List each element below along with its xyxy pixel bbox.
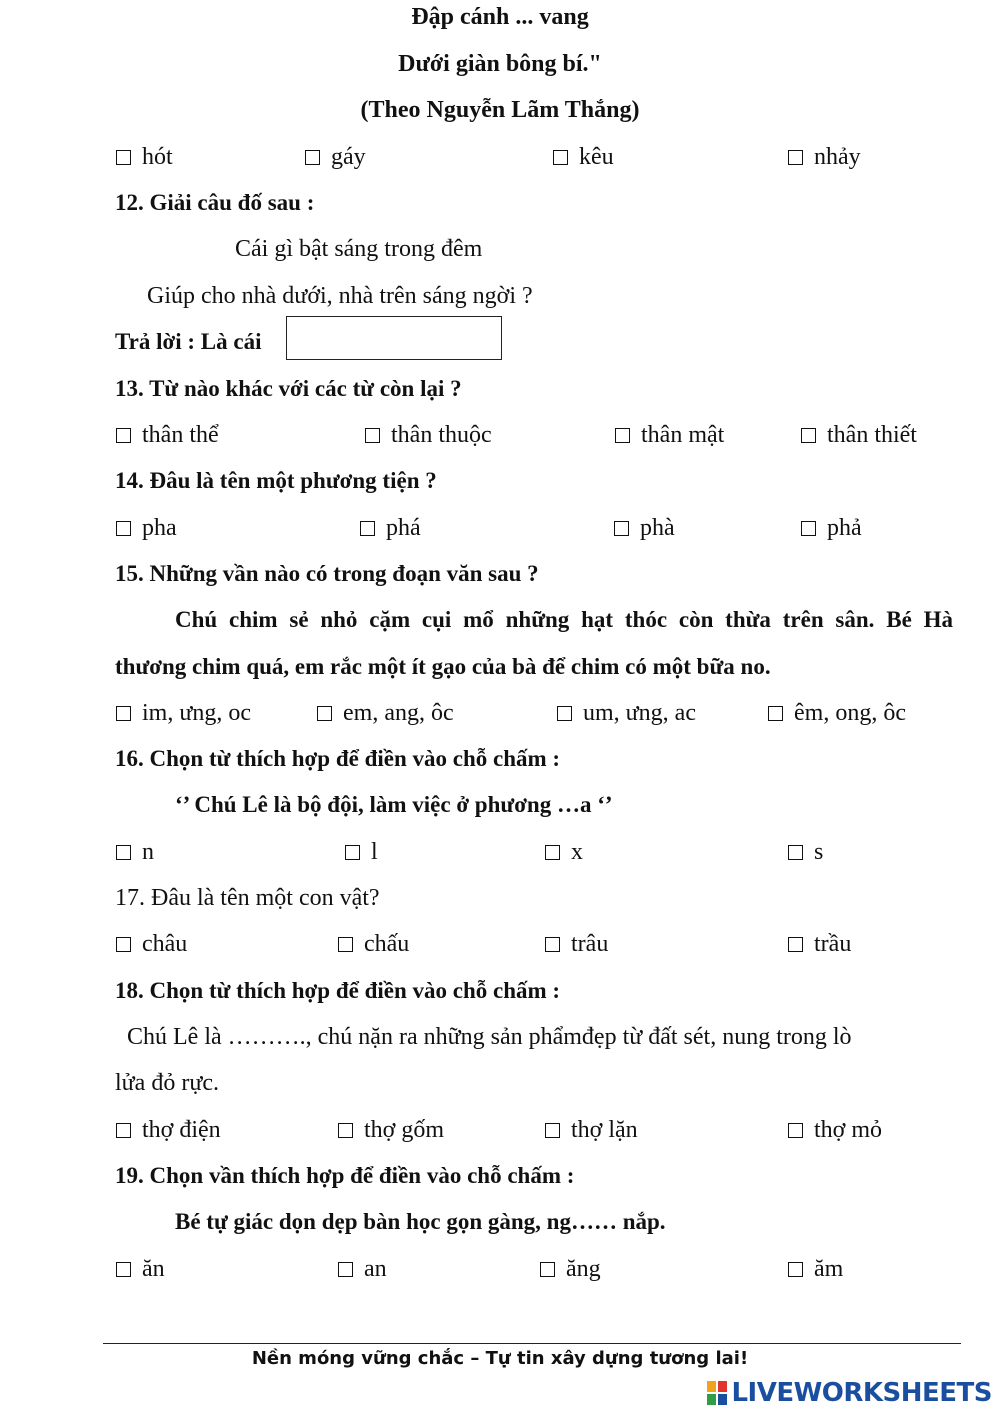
- q16-title: 16. Chọn từ thích hợp để điền vào chỗ chấm :: [115, 746, 561, 771]
- q12-riddle-line-2: Giúp cho nhà dưới, nhà trên sáng ngời ?: [147, 283, 533, 309]
- logo-square: [706, 1393, 717, 1406]
- option-label: l: [371, 839, 378, 865]
- option-label: an: [364, 1256, 387, 1282]
- option-label: trầu: [814, 931, 852, 957]
- q19-title: 19. Chọn vần thích hợp để điền vào chỗ chấm :: [115, 1163, 575, 1188]
- q18-sentence-line-2: lửa đỏ rực.: [115, 1070, 219, 1096]
- logo-square: [717, 1380, 728, 1393]
- q14-option-2[interactable]: [360, 515, 421, 542]
- liveworksheets-logo[interactable]: [706, 1378, 992, 1408]
- checkbox[interactable]: [116, 521, 131, 536]
- q17-title: 17. Đâu là tên một con vật?: [115, 885, 380, 911]
- brand-name: LIVEWORKSHEETS: [731, 1378, 992, 1408]
- q12-riddle-line-1: Cái gì bật sáng trong đêm: [235, 236, 483, 262]
- q16-sentence: ‘’ Chú Lê là bộ đội, làm việc ở phương …a ‘’: [175, 792, 613, 817]
- checkbox[interactable]: [788, 1262, 803, 1277]
- q16-option-4[interactable]: [788, 839, 823, 866]
- q11-option-1[interactable]: [116, 144, 173, 171]
- q13-title: 13. Từ nào khác với các từ còn lại ?: [115, 376, 462, 401]
- checkbox[interactable]: [553, 150, 568, 165]
- liveworksheets-icon: [706, 1380, 728, 1406]
- option-label: em, ang, ôc: [343, 700, 454, 726]
- option-label: thân thiết: [827, 422, 917, 448]
- option-label: thợ lặn: [571, 1117, 638, 1143]
- option-label: s: [814, 839, 824, 865]
- q15-title: 15. Những vần nào có trong đoạn văn sau ?: [115, 561, 539, 586]
- checkbox[interactable]: [338, 937, 353, 952]
- q12-title: 12. Giải câu đố sau :: [115, 190, 315, 215]
- checkbox[interactable]: [768, 706, 783, 721]
- option-label: um, ưng, ac: [583, 700, 696, 726]
- checkbox[interactable]: [801, 521, 816, 536]
- option-label: êm, ong, ôc: [794, 700, 906, 726]
- q19-option-3[interactable]: [540, 1256, 601, 1283]
- option-label: x: [571, 839, 583, 865]
- q15-passage-line-1: Chú chim sẻ nhỏ cặm cụi mổ những hạt thóc còn thừa trên sân. Bé Hà: [175, 607, 953, 632]
- checkbox[interactable]: [360, 521, 375, 536]
- option-label: n: [142, 839, 154, 865]
- checkbox[interactable]: [116, 937, 131, 952]
- checkbox[interactable]: [338, 1262, 353, 1277]
- q15-option-4[interactable]: [768, 700, 906, 727]
- checkbox[interactable]: [116, 706, 131, 721]
- q14-option-3[interactable]: [614, 515, 675, 542]
- option-label: ăm: [814, 1256, 844, 1282]
- q17-option-2[interactable]: [338, 931, 409, 958]
- q18-option-1[interactable]: [116, 1117, 221, 1144]
- q18-option-3[interactable]: [545, 1117, 638, 1144]
- logo-square: [717, 1393, 728, 1406]
- q19-option-4[interactable]: [788, 1256, 843, 1283]
- checkbox[interactable]: [116, 150, 131, 165]
- option-label: gáy: [331, 144, 366, 170]
- logo-square: [706, 1380, 717, 1393]
- q14-option-1[interactable]: [116, 515, 177, 542]
- q13-option-2[interactable]: [365, 422, 492, 449]
- poem-line-1: Đập cánh ... vang: [411, 4, 589, 30]
- checkbox[interactable]: [788, 937, 803, 952]
- q15-option-3[interactable]: [557, 700, 696, 727]
- checkbox[interactable]: [614, 521, 629, 536]
- option-label: thợ mỏ: [814, 1117, 883, 1143]
- option-label: kêu: [579, 144, 614, 170]
- checkbox[interactable]: [545, 845, 560, 860]
- checkbox[interactable]: [545, 937, 560, 952]
- checkbox[interactable]: [317, 706, 332, 721]
- option-label: phá: [386, 515, 421, 541]
- q17-option-4[interactable]: [788, 931, 851, 958]
- q15-option-2[interactable]: [317, 700, 454, 727]
- q17-option-1[interactable]: [116, 931, 187, 958]
- poem-line-2: Dưới giàn bông bí.": [398, 51, 602, 77]
- option-label: châu: [142, 931, 188, 957]
- poem-source: (Theo Nguyễn Lãm Thắng): [360, 97, 640, 123]
- q13-option-1[interactable]: [116, 422, 219, 449]
- option-label: nhảy: [814, 144, 861, 170]
- checkbox[interactable]: [116, 1123, 131, 1138]
- checkbox[interactable]: [615, 428, 630, 443]
- checkbox[interactable]: [365, 428, 380, 443]
- option-label: chấu: [364, 931, 410, 957]
- q18-title: 18. Chọn từ thích hợp để điền vào chỗ chấm :: [115, 978, 561, 1003]
- option-label: thân mật: [641, 422, 725, 448]
- q12-answer-label: Trả lời : Là cái: [115, 329, 262, 354]
- option-label: thân thuộc: [391, 422, 492, 448]
- option-label: ăng: [566, 1256, 601, 1282]
- option-label: trâu: [571, 931, 609, 957]
- checkbox[interactable]: [116, 845, 131, 860]
- q17-option-3[interactable]: [545, 931, 608, 958]
- q18-option-2[interactable]: [338, 1117, 444, 1144]
- q13-option-3[interactable]: [615, 422, 724, 449]
- q16-option-3[interactable]: [545, 839, 583, 866]
- q16-option-2[interactable]: [345, 839, 378, 866]
- checkbox[interactable]: [116, 428, 131, 443]
- checkbox[interactable]: [545, 1123, 560, 1138]
- checkbox[interactable]: [788, 845, 803, 860]
- option-label: phả: [827, 515, 862, 541]
- option-label: phà: [640, 515, 675, 541]
- option-label: thợ gốm: [364, 1117, 445, 1143]
- q11-option-4[interactable]: [788, 144, 861, 171]
- checkbox[interactable]: [788, 150, 803, 165]
- checkbox[interactable]: [540, 1262, 555, 1277]
- q15-passage-line-2: thương chim quá, em rắc một ít gạo của bà để chim có một bữa no.: [115, 654, 771, 679]
- option-label: hót: [142, 144, 173, 170]
- q18-sentence-line-1: Chú Lê là ………., chú nặn ra những sản phẩmđẹp từ đất sét, nung trong lò: [127, 1024, 852, 1050]
- q16-option-1[interactable]: [116, 839, 154, 866]
- q18-option-4[interactable]: [788, 1117, 882, 1144]
- q12-answer-input[interactable]: [286, 316, 502, 360]
- checkbox[interactable]: [305, 150, 320, 165]
- checkbox[interactable]: [338, 1123, 353, 1138]
- option-label: pha: [142, 515, 177, 541]
- checkbox[interactable]: [345, 845, 360, 860]
- q11-option-3[interactable]: [553, 144, 614, 171]
- checkbox[interactable]: [116, 1262, 131, 1277]
- checkbox[interactable]: [788, 1123, 803, 1138]
- q15-option-1[interactable]: [116, 700, 251, 727]
- footer-slogan: Nền móng vững chắc – Tự tin xây dựng tương lai!: [251, 1348, 749, 1369]
- q11-option-2[interactable]: [305, 144, 366, 171]
- q14-option-4[interactable]: [801, 515, 862, 542]
- option-label: thân thể: [142, 422, 219, 448]
- q19-sentence: Bé tự giác dọn dẹp bàn học gọn gàng, ng…… nắp.: [175, 1209, 666, 1234]
- checkbox[interactable]: [801, 428, 816, 443]
- checkbox[interactable]: [557, 706, 572, 721]
- q13-option-4[interactable]: [801, 422, 917, 449]
- option-label: thợ điện: [142, 1117, 221, 1143]
- q19-option-1[interactable]: [116, 1256, 165, 1283]
- q19-option-2[interactable]: [338, 1256, 387, 1283]
- footer-divider: [103, 1343, 961, 1344]
- option-label: im, ưng, oc: [142, 700, 251, 726]
- option-label: ăn: [142, 1256, 165, 1282]
- q14-title: 14. Đâu là tên một phương tiện ?: [115, 468, 437, 493]
